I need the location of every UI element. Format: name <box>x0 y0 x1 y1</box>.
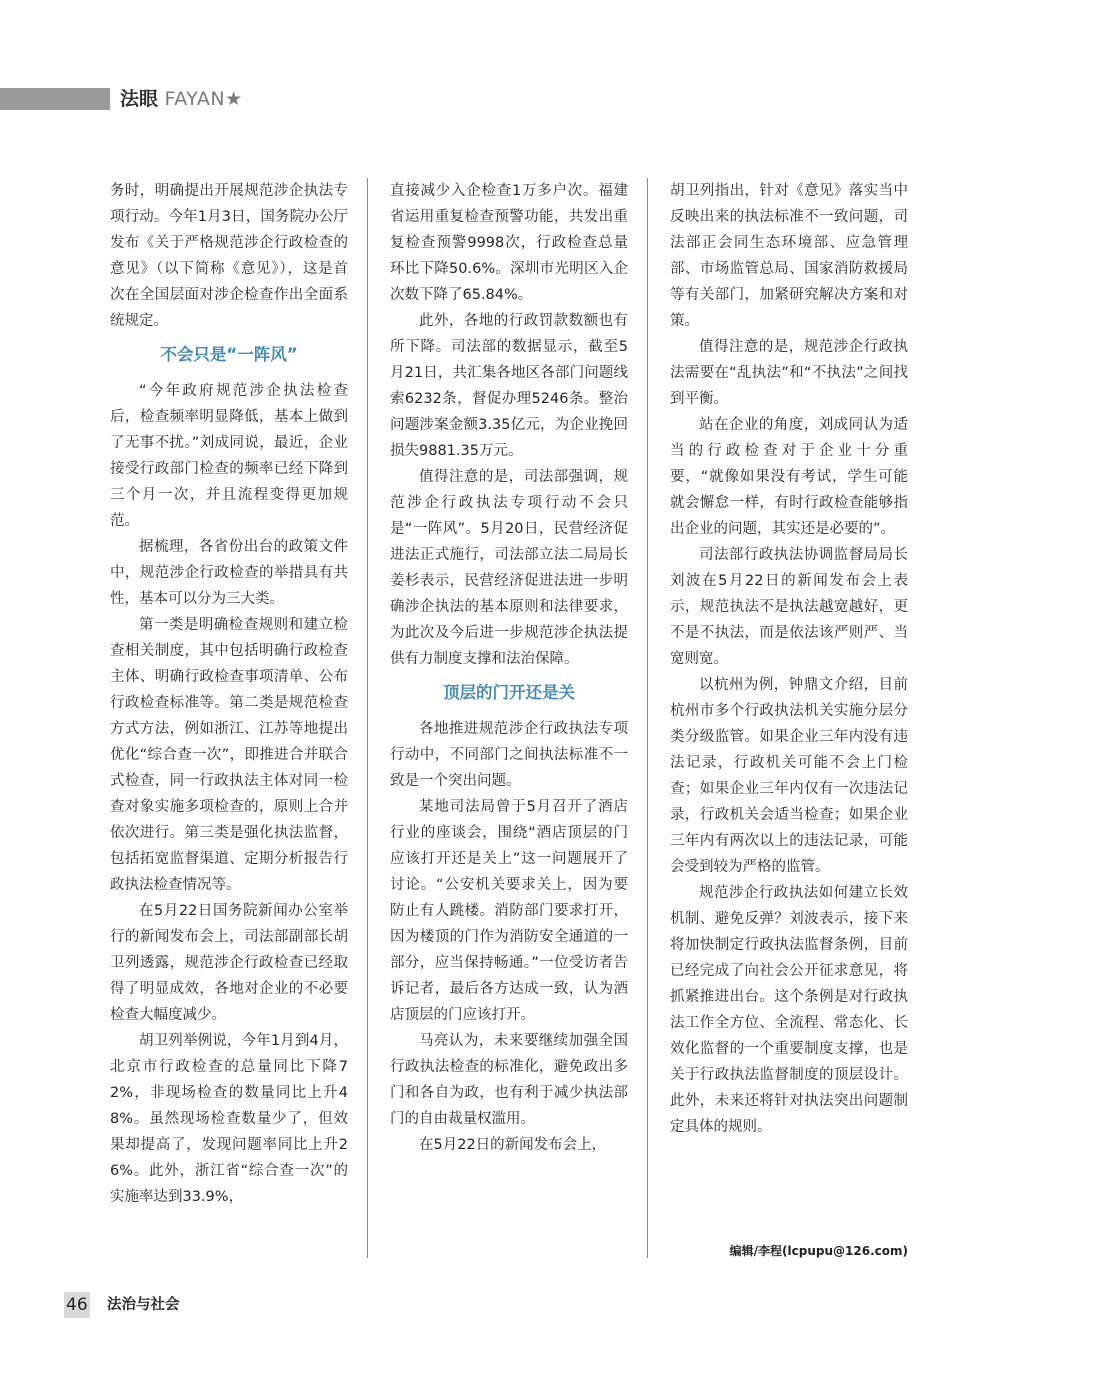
article-paragraph: 在5月22日的新闻发布会上， <box>419 1137 607 1153</box>
article-paragraph: 在5月22日国务院新闻办公室举行的新闻发布会上，司法部副部长胡卫列透露，规范涉企行政检查已经取得了明显成效，各地对企业的不必要检查大幅度减少。 <box>110 903 348 1023</box>
magazine-name: 法治与社会 <box>107 1297 180 1313</box>
article-paragraph: 站在企业的角度，刘成同认为适当的行政检查对于企业十分重要，“就像如果没有考试，学生可能就会懈怠一样，有时行政检查能够指出企业的问题，其实还是必要的”。 <box>670 417 908 537</box>
section-heading: 顶层的门开还是关 <box>443 683 575 702</box>
column-divider <box>367 178 368 1258</box>
article-paragraph: 务时，明确提出开展规范涉企执法专项行动。今年1月3日，国务院办公厅发布《关于严格规范涉企行政检查的意见》（以下简称《意见》），这是首次在全国层面对涉企检查作出全面系统规定。 <box>110 183 348 329</box>
article-paragraph: 直接减少入企检查1万多户次。福建省运用重复检查预警功能，共发出重复检查预警9998次，行政检查总量环比下降50.6%。深圳市光明区入企次数下降了65.84%。 <box>390 183 628 303</box>
article-paragraph: 值得注意的是，规范涉企行政执法需要在“乱执法”和“不执法”之间找到平衡。 <box>670 339 908 407</box>
section-title-en: FAYAN★ <box>158 88 243 110</box>
article-paragraph: 司法部行政执法协调监督局局长刘波在5月22日的新闻发布会上表示，规范执法不是执法越宽越好，更不是不执法，而是依法该严则严、当宽则宽。 <box>670 547 908 667</box>
article-paragraph: 以杭州为例，钟鼎文介绍，目前杭州市多个行政执法机关实施分层分类分级监管。如果企业三年内没有违法记录，行政机关可能不会上门检查；如果企业三年内仅有一次违法记录，行政机关会适当检查；如果企业三年内有两次以上的违法记录，可能会受到较为严格的监管。 <box>670 677 908 875</box>
page-number: 46 <box>66 1295 88 1315</box>
article-paragraph: 值得注意的是，司法部强调，规范涉企行政执法专项行动不会只是“一阵风”。5月20日，民营经济促进法正式施行，司法部立法二局局长姜杉表示，民营经济促进法进一步明确涉企执法的基本原则和法律要求，为此次及今后进一步规范涉企执法提供有力制度支撑和法治保障。 <box>390 469 628 667</box>
article-paragraph: 规范涉企行政执法如何建立长效机制、避免反弹？刘波表示，接下来将加快制定行政执法监督条例，目前已经完成了向社会公开征求意见，将抓紧推进出台。这个条例是对行政执法工作全方位、全流程、常态化、长效化监督的一个重要制度支撑，也是关于行政执法监督制度的顶层设计。此外，未来还将针对执法突出问题制定具体的规则。 <box>670 885 908 1135</box>
article-paragraph: 胡卫列指出，针对《意见》落实当中反映出来的执法标准不一致问题，司法部正会同生态环境部、应急管理部、市场监管总局、国家消防救援局等有关部门，加紧研究解决方案和对策。 <box>670 183 908 329</box>
section-title-cn: 法眼 <box>120 88 159 110</box>
column-divider <box>647 178 648 1258</box>
article-paragraph: 据梳理，各省份出台的政策文件中，规范涉企行政检查的举措具有共性，基本可以分为三大类。 <box>110 539 348 607</box>
editor-credit: 编辑/李程(lcpupu@126.com) <box>729 1244 908 1258</box>
article-paragraph: 某地司法局曾于5月召开了酒店行业的座谈会，围绕“酒店顶层的门应该打开还是关上”这一问题展开了讨论。“公安机关要求关上，因为要防止有人跳楼。消防部门要求打开，因为楼顶的门作为消防安全通道的一部分，应当保持畅通。”一位受访者告诉记者，最后各方达成一致，认为酒店顶层的门应该打开。 <box>390 799 628 1023</box>
section-heading: 不会只是“一阵风” <box>160 345 298 364</box>
article-column-1 <box>110 178 348 1260</box>
article-paragraph: 马亮认为，未来要继续加强全国行政执法检查的标准化，避免政出多门和各自为政，也有利于减少执法部门的自由裁量权滥用。 <box>390 1033 628 1127</box>
article-paragraph: 第一类是明确检查规则和建立检查相关制度，其中包括明确行政检查主体、明确行政检查事项清单、公布行政检查标准等。第二类是规范检查方式方法，例如浙江、江苏等地提出优化“综合查一次”，即推进合并联合式检查，同一行政执法主体对同一检查对象实施多项检查的，原则上合并依次进行。第三类是强化执法监督，包括拓宽监督渠道、定期分析报告行政执法检查情况等。 <box>110 617 348 893</box>
header-bar <box>0 88 110 110</box>
section-title <box>120 86 243 112</box>
article-column-2 <box>390 178 628 1260</box>
article-paragraph: 此外，各地的行政罚款数额也有所下降。司法部的数据显示，截至5月21日，共汇集各地区各部门问题线索6232条，督促办理5246条。整治问题涉案金额3.35亿元，为企业挽回损失9881.35万元。 <box>390 313 628 459</box>
article-column-3 <box>670 178 908 1260</box>
article-paragraph: “今年政府规范涉企执法检查后，检查频率明显降低，基本上做到了无事不扰。”刘成同说，最近，企业接受行政部门检查的频率已经下降到三个月一次，并且流程变得更加规范。 <box>110 383 348 529</box>
article-paragraph: 各地推进规范涉企行政执法专项行动中，不同部门之间执法标准不一致是一个突出问题。 <box>390 721 628 789</box>
article-paragraph: 胡卫列举例说，今年1月到4月，北京市行政检查的总量同比下降72%，非现场检查的数量同比上升48%。虽然现场检查数量少了，但效果却提高了，发现问题率同比上升26%。此外，浙江省“综合查一次”的实施率达到33.9%， <box>110 1033 348 1205</box>
